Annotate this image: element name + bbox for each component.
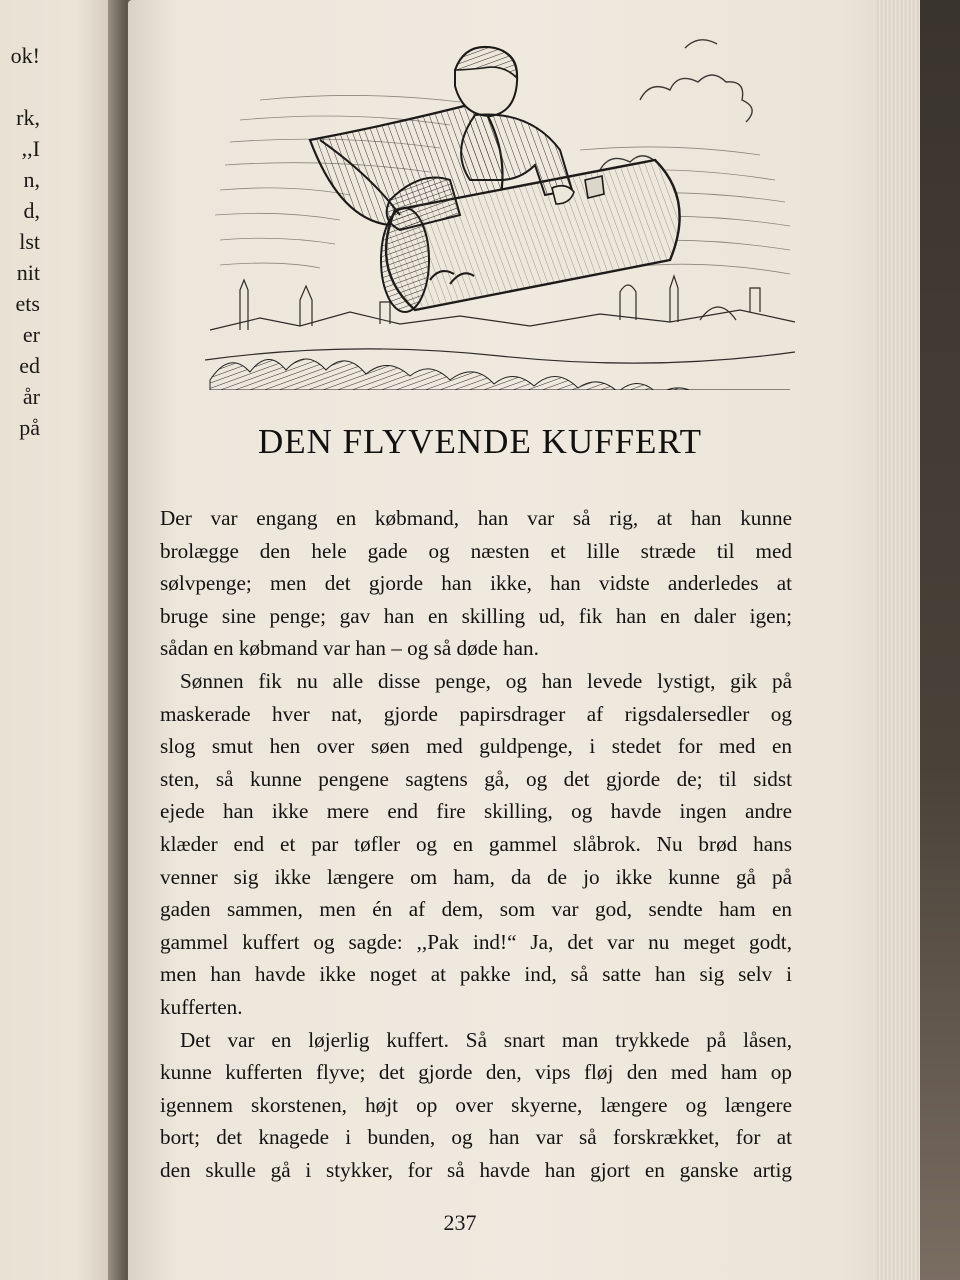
page-edges	[876, 0, 920, 1280]
text-line: kunne kufferten flyve; det gjorde den, vips fløj den med ham op	[160, 1060, 792, 1085]
text-line: Der var engang en købmand, han var så rig, at han kunne	[160, 506, 792, 530]
left-line: ets	[15, 291, 40, 316]
text-line: bruge sine penge; gav han en skilling ud, fik han en daler igen;	[160, 603, 792, 628]
chapter-title: DEN FLYVENDE KUFFERT	[257, 422, 703, 461]
text-line: gammel kuffert og sagde: ,,Pak ind!“ Ja, det var nu meget godt,	[160, 929, 792, 954]
text-line: sølvpenge; men det gjorde han ikke, han vidste anderledes at	[160, 571, 792, 596]
left-page-text	[0, 40, 40, 443]
left-line	[0, 71, 40, 102]
left-line: ok!	[10, 43, 40, 68]
treetops	[210, 359, 790, 390]
text-line: maskerade hver nat, gjorde papirsdrager af rigsdalersedler og	[160, 701, 792, 726]
left-line: rk,	[16, 105, 40, 130]
text-line: Det var en løjerlig kuffert. Så snart man trykkede på låsen,	[180, 1027, 792, 1052]
text-line: brolægge den hele gade og næsten et lille stræde til med	[160, 538, 792, 563]
text-line: ejede han ikke mere end fire skilling, og havde ingen andre	[160, 799, 792, 824]
text-line: gaden sammen, men én af dem, som var god, sendte ham en	[160, 897, 792, 922]
text-line: kufferten.	[160, 994, 243, 1019]
chapter-body-text	[160, 502, 792, 1186]
text-line: Sønnen fik nu alle disse penge, og han levede lystigt, gik på	[180, 668, 792, 693]
flying-trunk-illustration	[200, 30, 800, 390]
page-number: 237	[443, 1210, 477, 1235]
text-line: den skulle gå i stykker, for så havde han gjort en ganske artig	[160, 1157, 792, 1182]
paragraph	[160, 1024, 792, 1187]
left-line: ,,I	[21, 136, 40, 161]
left-line: n,	[23, 167, 40, 192]
left-line: ed	[19, 353, 40, 378]
paragraph	[160, 502, 792, 665]
left-line: d,	[23, 198, 40, 223]
paragraph	[160, 665, 792, 1024]
left-line: lst	[19, 229, 40, 254]
text-line: bort; det knagede i bunden, og han var så forskrækket, for at	[160, 1125, 792, 1150]
text-line: klæder end et par tøfler og en gammel slåbrok. Nu brød hans	[160, 831, 792, 856]
left-line: på	[19, 415, 40, 440]
text-line: venner sig ikke længere om ham, da de jo ikke kunne gå på	[160, 864, 792, 889]
text-line: men han havde ikke noget at pakke ind, så satte han sig selv i	[160, 962, 792, 987]
left-line: nit	[16, 260, 40, 285]
left-line: er	[22, 322, 40, 347]
text-line: sådan en købmand var han – og så døde han.	[160, 636, 539, 661]
text-line: igennem skorstenen, højt op over skyerne, længere og længere	[160, 1092, 792, 1117]
left-line: år	[22, 384, 40, 409]
text-line: sten, så kunne pengene sagtens gå, og det gjorde de; til sidst	[160, 766, 792, 791]
cloud	[600, 40, 752, 170]
text-line: slog smut hen over søen med guldpenge, i stedet for med en	[160, 734, 792, 759]
